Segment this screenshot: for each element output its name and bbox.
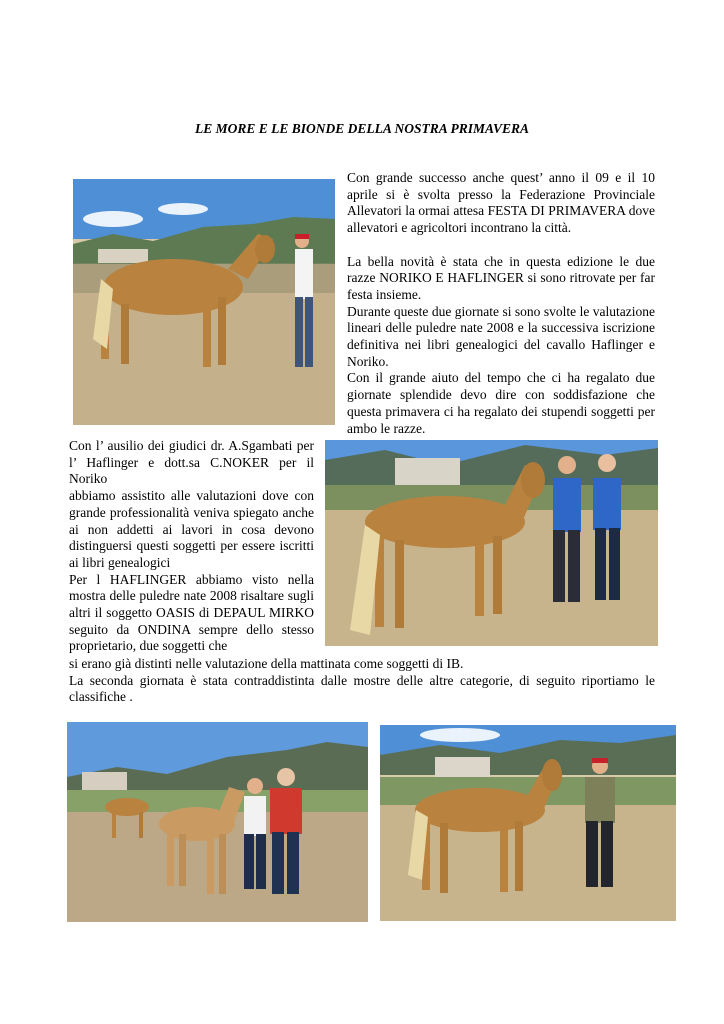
paragraph-novelty: La bella novità è stata che in questa edizione le due razze NORIKO E HAFLINGER si sono ritrovate per far festa insieme. — [347, 253, 655, 302]
photo-haflinger-winner — [325, 440, 658, 646]
paragraph-weather: Con il grande aiuto del tempo che ci ha regalato due giornate splendide devo dire con soddisfazione che questa primavera ci ha regalato dei stupendi soggetti per ambo le razze. — [347, 370, 655, 436]
paragraph-judges: Con l’ ausilio dei giudici dr. A.Sgambati per l’ Haflinger e dott.sa C.NOKER per il Noriko — [69, 438, 314, 487]
photo-foal-with-handlers — [67, 722, 368, 922]
paragraph-second-day: La seconda giornata è stata contraddistinta dalle mostre delle altre categorie, di seguito riportiamo le classifiche . — [69, 672, 655, 705]
paragraph-ib: si erano già distinti nelle valutazione della mattinata come soggetti di IB. — [69, 656, 464, 671]
classifications-text — [69, 656, 655, 706]
article-title: LE MORE E LE BIONDE DELLA NOSTRA PRIMAVERA — [195, 121, 529, 136]
paragraph-assisted: abbiamo assistito alle valutazioni dove con grande professionalità veniva spiegato anche ai non addetti ai lavori in cosa devono distinguersi questi soggetti per essere iscritti ai libri genealogici — [69, 488, 314, 570]
paragraph-haflinger-results: Per l HAFLINGER abbiamo visto nella mostra delle puledre nate 2008 risaltare sugli altri il soggetto OASIS di DEPAUL MIRKO seguito da ONDINA sempre dello stesso proprietario, due soggetti che — [69, 571, 314, 654]
intro-text — [347, 170, 655, 437]
paragraph-evaluations: Durante queste due giornate si sono svolte le valutazione lineari delle puledre nate 2008 e la successiva iscrizione definitiva nei libri genealogici del cavallo Haflinger e Noriko. — [347, 303, 655, 369]
photo-haflinger-handler — [73, 179, 335, 425]
judges-text — [69, 438, 314, 655]
paragraph-intro: Con grande successo anche quest’ anno il 09 e il 10 aprile si è svolta presso la Federazione Provinciale Allevatori la ormai attesa FESTA DI PRIMAVERA dove allevatori e agricoltori incontrano la città. — [347, 170, 655, 236]
photo-haflinger-mare — [380, 725, 676, 921]
